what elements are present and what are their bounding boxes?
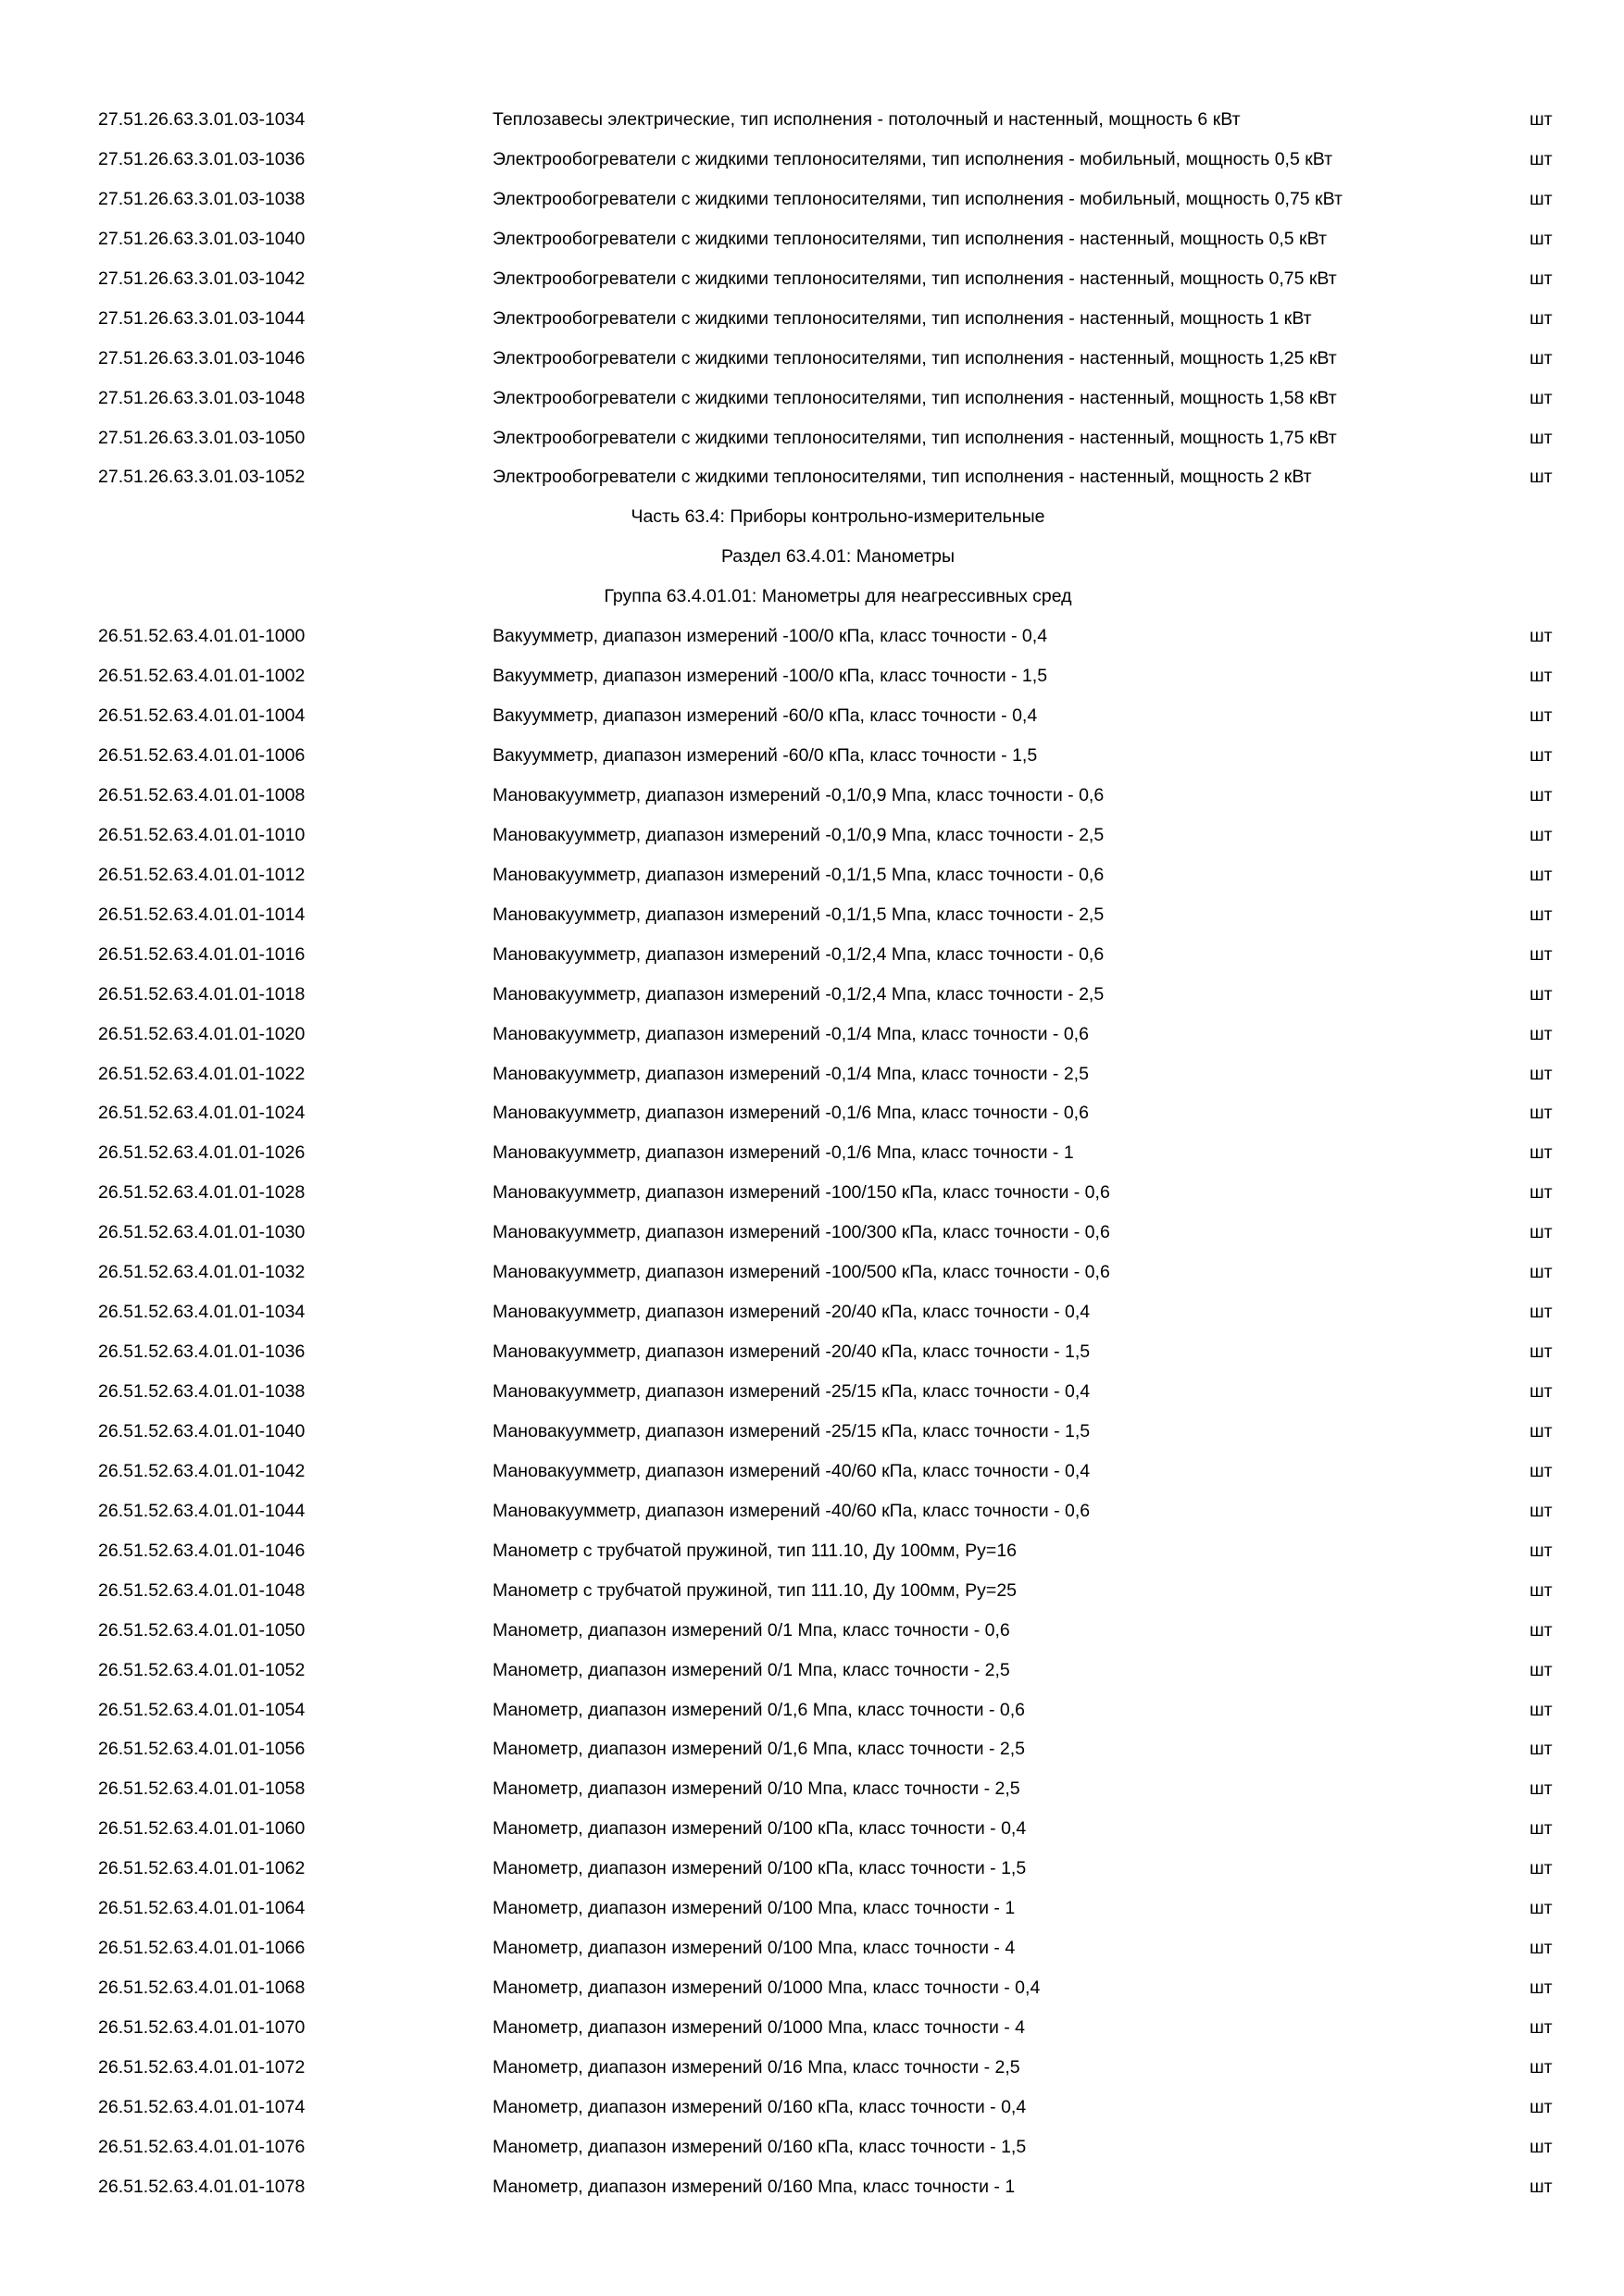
- table-row: [0, 461, 1624, 501]
- unit-of-measure: шт: [1530, 1579, 1553, 1601]
- table-row: [0, 2012, 1624, 2052]
- resource-code: 27.51.26.63.3.01.03-1052: [98, 467, 306, 488]
- resource-name: Манометр, диапазон измерений 0/16 Мпа, класс точности - 2,5: [493, 2056, 1020, 2078]
- resource-code: 26.51.52.63.4.01.01-1042: [98, 1460, 306, 1481]
- resource-code: 26.51.52.63.4.01.01-1030: [98, 1222, 306, 1243]
- part-heading: [0, 501, 1624, 541]
- unit-of-measure: шт: [1530, 2056, 1553, 2078]
- unit-of-measure: шт: [1530, 268, 1553, 289]
- table-row: [0, 1018, 1624, 1058]
- unit-of-measure: шт: [1530, 1858, 1553, 1879]
- resource-name: Мановакуумметр, диапазон измерений -0,1/4 Мпа, класс точности - 0,6: [493, 1023, 1089, 1044]
- resource-name: Манометр с трубчатой пружиной, тип 111.10, Ду 100мм, Ру=16: [493, 1540, 1018, 1561]
- resource-name: Мановакуумметр, диапазон измерений -0,1/6 Мпа, класс точности - 1: [493, 1142, 1074, 1164]
- unit-of-measure: шт: [1530, 347, 1553, 368]
- table-row: [0, 2171, 1624, 2211]
- unit-of-measure: шт: [1530, 1182, 1553, 1204]
- resource-code: 26.51.52.63.4.01.01-1004: [98, 705, 306, 727]
- resource-code: 26.51.52.63.4.01.01-1062: [98, 1858, 306, 1879]
- table-row: [0, 819, 1624, 859]
- table-row: [0, 1773, 1624, 1813]
- resource-name: Вакуумметр, диапазон измерений -100/0 кПа, класс точности - 1,5: [493, 666, 1048, 687]
- unit-of-measure: шт: [1530, 1103, 1553, 1124]
- unit-of-measure: шт: [1530, 904, 1553, 925]
- resource-name: Мановакуумметр, диапазон измерений -0,1/1,5 Мпа, класс точности - 0,6: [493, 864, 1105, 885]
- resource-code: 27.51.26.63.3.01.03-1040: [98, 228, 306, 249]
- resource-name: Мановакуумметр, диапазон измерений -40/60 кПа, класс точности - 0,6: [493, 1500, 1091, 1521]
- group-heading-text: Группа 63.4.01.01: Манометры для неагрессивных сред: [604, 586, 1072, 607]
- resource-code: 26.51.52.63.4.01.01-1072: [98, 2056, 306, 2078]
- table-row: [0, 1615, 1624, 1654]
- resource-name: Вакуумметр, диапазон измерений -60/0 кПа, класс точности - 0,4: [493, 705, 1038, 727]
- resource-name: Манометр, диапазон измерений 0/100 Мпа, класс точности - 4: [493, 1938, 1016, 1959]
- unit-of-measure: шт: [1530, 824, 1553, 845]
- table-row: [0, 780, 1624, 819]
- resource-code: 26.51.52.63.4.01.01-1058: [98, 1778, 306, 1800]
- unit-of-measure: шт: [1530, 1978, 1553, 1999]
- table-row: [0, 343, 1624, 382]
- resource-name: Манометр, диапазон измерений 0/1 Мпа, класс точности - 0,6: [493, 1619, 1010, 1641]
- resource-name: Мановакуумметр, диапазон измерений -0,1/1,5 Мпа, класс точности - 2,5: [493, 904, 1105, 925]
- resource-name: Мановакуумметр, диапазон измерений -0,1/6 Мпа, класс точности - 0,6: [493, 1103, 1089, 1124]
- unit-of-measure: шт: [1530, 467, 1553, 488]
- resource-code: 26.51.52.63.4.01.01-1078: [98, 2176, 306, 2197]
- unit-of-measure: шт: [1530, 1898, 1553, 1919]
- resource-code: 26.51.52.63.4.01.01-1020: [98, 1023, 306, 1044]
- table-row: [0, 104, 1624, 144]
- table-row: [0, 422, 1624, 462]
- resource-name: Электрообогреватели с жидкими теплоносителями, тип исполнения - мобильный, мощность 0,5 кВт: [493, 148, 1333, 169]
- unit-of-measure: шт: [1530, 1938, 1553, 1959]
- resource-code: 26.51.52.63.4.01.01-1070: [98, 2017, 306, 2038]
- table-row: [0, 1416, 1624, 1455]
- unit-of-measure: шт: [1530, 1063, 1553, 1084]
- resource-code: 27.51.26.63.3.01.03-1050: [98, 427, 306, 448]
- resource-name: Манометр, диапазон измерений 0/10 Мпа, класс точности - 2,5: [493, 1778, 1020, 1800]
- unit-of-measure: шт: [1530, 1739, 1553, 1760]
- resource-name: Электрообогреватели с жидкими теплоносителями, тип исполнения - настенный, мощность 0,5 кВт: [493, 228, 1327, 249]
- table-row: [0, 1058, 1624, 1098]
- resource-name: Электрообогреватели с жидкими теплоносителями, тип исполнения - настенный, мощность 1,58 кВт: [493, 387, 1337, 408]
- unit-of-measure: шт: [1530, 983, 1553, 1004]
- table-row: [0, 303, 1624, 343]
- unit-of-measure: шт: [1530, 188, 1553, 209]
- resource-name: Мановакуумметр, диапазон измерений -0,1/0,9 Мпа, класс точности - 0,6: [493, 784, 1105, 805]
- resource-code: 26.51.52.63.4.01.01-1006: [98, 745, 306, 766]
- resource-code: 26.51.52.63.4.01.01-1050: [98, 1619, 306, 1641]
- resource-name: Вакуумметр, диапазон измерений -100/0 кПа, класс точности - 0,4: [493, 626, 1048, 647]
- resource-name: Вакуумметр, диапазон измерений -60/0 кПа, класс точности - 1,5: [493, 745, 1038, 766]
- resource-code: 26.51.52.63.4.01.01-1048: [98, 1579, 306, 1601]
- resource-name: Мановакуумметр, диапазон измерений -100/300 кПа, класс точности - 0,6: [493, 1222, 1110, 1243]
- table-row: [0, 939, 1624, 979]
- unit-of-measure: шт: [1530, 1222, 1553, 1243]
- resource-name: Манометр, диапазон измерений 0/160 кПа, класс точности - 0,4: [493, 2096, 1027, 2117]
- resource-code: 26.51.52.63.4.01.01-1018: [98, 983, 306, 1004]
- table-row: [0, 382, 1624, 422]
- unit-of-measure: шт: [1530, 1023, 1553, 1044]
- resource-name: Мановакуумметр, диапазон измерений -0,1/4 Мпа, класс точности - 2,5: [493, 1063, 1089, 1084]
- resource-code: 26.51.52.63.4.01.01-1046: [98, 1540, 306, 1561]
- rows-bottom: [0, 620, 1624, 2211]
- resource-code: 26.51.52.63.4.01.01-1060: [98, 1818, 306, 1840]
- table-row: [0, 979, 1624, 1018]
- unit-of-measure: шт: [1530, 745, 1553, 766]
- table-row: [0, 2131, 1624, 2171]
- resource-code: 26.51.52.63.4.01.01-1000: [98, 626, 306, 647]
- resource-name: Мановакуумметр, диапазон измерений -0,1/2,4 Мпа, класс точности - 0,6: [493, 943, 1105, 965]
- unit-of-measure: шт: [1530, 943, 1553, 965]
- resource-name: Мановакуумметр, диапазон измерений -25/15 кПа, класс точности - 0,4: [493, 1381, 1091, 1402]
- unit-of-measure: шт: [1530, 228, 1553, 249]
- resource-name: Манометр, диапазон измерений 0/100 Мпа, класс точности - 1: [493, 1898, 1016, 1919]
- resource-name: Мановакуумметр, диапазон измерений -25/15 кПа, класс точности - 1,5: [493, 1420, 1091, 1441]
- resource-code: 26.51.52.63.4.01.01-1056: [98, 1739, 306, 1760]
- resource-name: Мановакуумметр, диапазон измерений -0,1/0,9 Мпа, класс точности - 2,5: [493, 824, 1105, 845]
- unit-of-measure: шт: [1530, 1262, 1553, 1283]
- resource-code: 26.51.52.63.4.01.01-1022: [98, 1063, 306, 1084]
- table-row: [0, 1932, 1624, 1972]
- resource-code: 27.51.26.63.3.01.03-1034: [98, 109, 306, 130]
- resource-name: Электрообогреватели с жидкими теплоносителями, тип исполнения - настенный, мощность 1,75 кВт: [493, 427, 1337, 448]
- resource-code: 26.51.52.63.4.01.01-1076: [98, 2136, 306, 2157]
- table-row: [0, 1694, 1624, 1734]
- unit-of-measure: шт: [1530, 666, 1553, 687]
- resource-code: 26.51.52.63.4.01.01-1054: [98, 1699, 306, 1720]
- unit-of-measure: шт: [1530, 109, 1553, 130]
- table-row: [0, 2052, 1624, 2091]
- unit-of-measure: шт: [1530, 1142, 1553, 1164]
- unit-of-measure: шт: [1530, 1540, 1553, 1561]
- table-row: [0, 859, 1624, 899]
- resource-name: Манометр, диапазон измерений 0/1000 Мпа, класс точности - 0,4: [493, 1978, 1041, 1999]
- unit-of-measure: шт: [1530, 1818, 1553, 1840]
- resource-name: Манометр, диапазон измерений 0/1,6 Мпа, класс точности - 2,5: [493, 1739, 1026, 1760]
- resource-name: Манометр, диапазон измерений 0/1,6 Мпа, класс точности - 0,6: [493, 1699, 1026, 1720]
- table-row: [0, 183, 1624, 223]
- unit-of-measure: шт: [1530, 1619, 1553, 1641]
- resource-code: 26.51.52.63.4.01.01-1008: [98, 784, 306, 805]
- table-row: [0, 1217, 1624, 1256]
- resource-name: Электрообогреватели с жидкими теплоносителями, тип исполнения - настенный, мощность 1 кВт: [493, 307, 1312, 329]
- table-row: [0, 1097, 1624, 1137]
- resource-name: Мановакуумметр, диапазон измерений -20/40 кПа, класс точности - 0,4: [493, 1302, 1091, 1323]
- resource-code: 27.51.26.63.3.01.03-1044: [98, 307, 306, 329]
- resource-name: Мановакуумметр, диапазон измерений -0,1/2,4 Мпа, класс точности - 2,5: [493, 983, 1105, 1004]
- unit-of-measure: шт: [1530, 148, 1553, 169]
- unit-of-measure: шт: [1530, 1778, 1553, 1800]
- resource-name: Электрообогреватели с жидкими теплоносителями, тип исполнения - мобильный, мощность 0,75 кВт: [493, 188, 1343, 209]
- resource-name: Электрообогреватели с жидкими теплоносителями, тип исполнения - настенный, мощность 0,75 кВт: [493, 268, 1337, 289]
- resource-code: 26.51.52.63.4.01.01-1064: [98, 1898, 306, 1919]
- resource-code: 26.51.52.63.4.01.01-1026: [98, 1142, 306, 1164]
- resource-code: 26.51.52.63.4.01.01-1068: [98, 1978, 306, 1999]
- resource-code: 26.51.52.63.4.01.01-1038: [98, 1381, 306, 1402]
- unit-of-measure: шт: [1530, 864, 1553, 885]
- table-row: [0, 1455, 1624, 1495]
- resource-code: 27.51.26.63.3.01.03-1046: [98, 347, 306, 368]
- table-row: [0, 1972, 1624, 2012]
- table-row: [0, 263, 1624, 303]
- table-row: [0, 1535, 1624, 1575]
- table-row: [0, 2091, 1624, 2131]
- group-heading: [0, 580, 1624, 620]
- unit-of-measure: шт: [1530, 2136, 1553, 2157]
- resource-name: Мановакуумметр, диапазон измерений -100/150 кПа, класс точности - 0,6: [493, 1182, 1110, 1204]
- unit-of-measure: шт: [1530, 427, 1553, 448]
- document-page: [0, 104, 1624, 2211]
- resource-code: 26.51.52.63.4.01.01-1028: [98, 1182, 306, 1204]
- table-row: [0, 144, 1624, 183]
- unit-of-measure: шт: [1530, 1460, 1553, 1481]
- resource-name: Манометр, диапазон измерений 0/160 Мпа, класс точности - 1: [493, 2176, 1016, 2197]
- table-row: [0, 1336, 1624, 1376]
- resource-code: 26.51.52.63.4.01.01-1012: [98, 864, 306, 885]
- table-row: [0, 1495, 1624, 1535]
- table-row: [0, 620, 1624, 660]
- unit-of-measure: шт: [1530, 1341, 1553, 1363]
- table-row: [0, 1853, 1624, 1892]
- table-row: [0, 1296, 1624, 1336]
- resource-code: 26.51.52.63.4.01.01-1036: [98, 1341, 306, 1363]
- unit-of-measure: шт: [1530, 705, 1553, 727]
- table-row: [0, 1733, 1624, 1773]
- unit-of-measure: шт: [1530, 1381, 1553, 1402]
- resource-code: 26.51.52.63.4.01.01-1074: [98, 2096, 306, 2117]
- table-row: [0, 660, 1624, 700]
- resource-code: 26.51.52.63.4.01.01-1044: [98, 1500, 306, 1521]
- resource-code: 27.51.26.63.3.01.03-1042: [98, 268, 306, 289]
- unit-of-measure: шт: [1530, 784, 1553, 805]
- unit-of-measure: шт: [1530, 626, 1553, 647]
- resource-code: 26.51.52.63.4.01.01-1010: [98, 824, 306, 845]
- unit-of-measure: шт: [1530, 1500, 1553, 1521]
- table-row: [0, 1575, 1624, 1615]
- resource-code: 26.51.52.63.4.01.01-1024: [98, 1103, 306, 1124]
- unit-of-measure: шт: [1530, 2017, 1553, 2038]
- table-row: [0, 740, 1624, 780]
- table-row: [0, 1256, 1624, 1296]
- resource-name: Мановакуумметр, диапазон измерений -20/40 кПа, класс точности - 1,5: [493, 1341, 1091, 1363]
- unit-of-measure: шт: [1530, 1699, 1553, 1720]
- resource-name: Мановакуумметр, диапазон измерений -100/500 кПа, класс точности - 0,6: [493, 1262, 1110, 1283]
- table-row: [0, 700, 1624, 740]
- resource-code: 26.51.52.63.4.01.01-1066: [98, 1938, 306, 1959]
- resource-code: 26.51.52.63.4.01.01-1014: [98, 904, 306, 925]
- resource-name: Манометр, диапазон измерений 0/1000 Мпа, класс точности - 4: [493, 2017, 1026, 2038]
- table-row: [0, 223, 1624, 263]
- resource-name: Манометр с трубчатой пружиной, тип 111.10, Ду 100мм, Ру=25: [493, 1579, 1018, 1601]
- resource-name: Манометр, диапазон измерений 0/160 кПа, класс точности - 1,5: [493, 2136, 1027, 2157]
- resource-code: 27.51.26.63.3.01.03-1036: [98, 148, 306, 169]
- resource-code: 26.51.52.63.4.01.01-1034: [98, 1302, 306, 1323]
- unit-of-measure: шт: [1530, 1420, 1553, 1441]
- section-heading: [0, 541, 1624, 580]
- table-row: [0, 1137, 1624, 1177]
- resource-name: Теплозавесы электрические, тип исполнения - потолочный и настенный, мощность 6 кВт: [493, 109, 1241, 130]
- unit-of-measure: шт: [1530, 1659, 1553, 1680]
- unit-of-measure: шт: [1530, 387, 1553, 408]
- resource-code: 26.51.52.63.4.01.01-1040: [98, 1420, 306, 1441]
- table-row: [0, 1376, 1624, 1416]
- section-heading-text: Раздел 63.4.01: Манометры: [720, 546, 956, 568]
- table-row: [0, 899, 1624, 939]
- unit-of-measure: шт: [1530, 307, 1553, 329]
- resource-name: Манометр, диапазон измерений 0/1 Мпа, класс точности - 2,5: [493, 1659, 1010, 1680]
- resource-name: Электрообогреватели с жидкими теплоносителями, тип исполнения - настенный, мощность 2 кВт: [493, 467, 1312, 488]
- resource-code: 26.51.52.63.4.01.01-1032: [98, 1262, 306, 1283]
- table-row: [0, 1892, 1624, 1932]
- unit-of-measure: шт: [1530, 2176, 1553, 2197]
- part-heading-text: Часть 63.4: Приборы контрольно-измерительные: [631, 506, 1045, 528]
- resource-name: Электрообогреватели с жидкими теплоносителями, тип исполнения - настенный, мощность 1,25 кВт: [493, 347, 1337, 368]
- resource-code: 27.51.26.63.3.01.03-1048: [98, 387, 306, 408]
- resource-name: Манометр, диапазон измерений 0/100 кПа, класс точности - 1,5: [493, 1858, 1027, 1879]
- resource-name: Мановакуумметр, диапазон измерений -40/60 кПа, класс точности - 0,4: [493, 1460, 1091, 1481]
- table-row: [0, 1813, 1624, 1853]
- resource-code: 26.51.52.63.4.01.01-1052: [98, 1659, 306, 1680]
- table-row: [0, 1654, 1624, 1694]
- rows-top: [0, 104, 1624, 501]
- resource-code: 26.51.52.63.4.01.01-1016: [98, 943, 306, 965]
- resource-code: 27.51.26.63.3.01.03-1038: [98, 188, 306, 209]
- resource-name: Манометр, диапазон измерений 0/100 кПа, класс точности - 0,4: [493, 1818, 1027, 1840]
- table-row: [0, 1177, 1624, 1217]
- unit-of-measure: шт: [1530, 1302, 1553, 1323]
- resource-code: 26.51.52.63.4.01.01-1002: [98, 666, 306, 687]
- unit-of-measure: шт: [1530, 2096, 1553, 2117]
